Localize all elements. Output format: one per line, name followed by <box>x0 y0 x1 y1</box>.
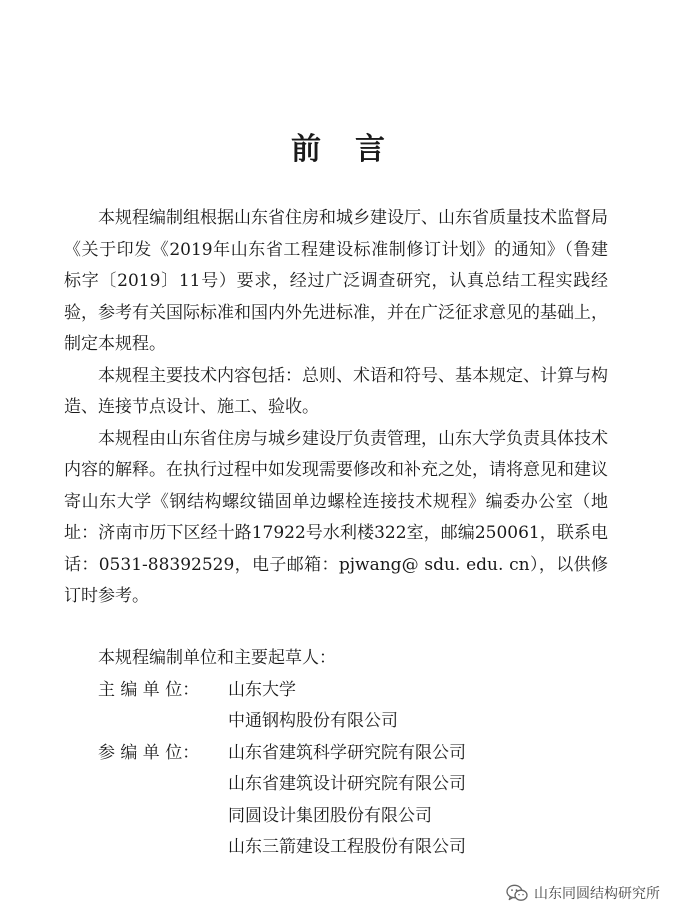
drafters-heading: 本规程编制单位和主要起草人： <box>98 648 336 668</box>
participating-editor-row <box>64 738 624 864</box>
chief-editor-row <box>64 675 624 738</box>
unit-name: 山东省建筑设计研究院有限公司 <box>228 774 466 794</box>
unit-name: 山东省建筑科学研究院有限公司 <box>228 742 466 763</box>
paragraph-main-contents: 本规程主要技术内容包括：总则、术语和符号、基本规定、计算与构造、连接节点设计、施工、验收。 <box>64 365 608 417</box>
drafters-section <box>64 643 624 864</box>
wechat-icon <box>506 884 528 902</box>
footer-brand-name: 山东同圆结构研究所 <box>534 886 660 902</box>
paragraph-compilation-basis: 本规程编制组根据山东省住房和城乡建设厅、山东省质量技术监督局《关于印发《2019年山东省工程建设标准制修订计划》的通知》（鲁建标字〔2019〕11号）要求，经过广泛调查研究，认真总结工程实践经验，参考有关国际标准和国内外先进标准，并在广泛征求意见的基础上，制定本规程。 <box>64 208 608 354</box>
participating-editor-units <box>228 738 466 864</box>
footer-watermark <box>506 883 660 903</box>
chief-editor-label: 主 编 单 位： <box>98 679 200 700</box>
preface-body <box>64 203 608 613</box>
page-title: 前 言 <box>291 132 387 167</box>
unit-name: 同圆设计集团股份有限公司 <box>228 805 432 826</box>
paragraph-management-contact: 本规程由山东省住房与城乡建设厅负责管理，山东大学负责具体技术内容的解释。在执行过程中如发现需要修改和补充之处，请将意见和建议寄山东大学《钢结构螺纹锚固单边螺栓连接技术规程》编委办公室（地址：济南市历下区经十路17922号水利楼322室，邮编250061，联系电话：0531-88392529，电子邮箱：pjwang@ sdu. edu. cn），以供修订时参考。 <box>64 428 608 606</box>
unit-name: 山东三箭建设工程股份有限公司 <box>228 837 466 857</box>
unit-name: 中通钢构股份有限公司 <box>228 711 398 731</box>
chief-editor-units <box>228 675 398 738</box>
unit-name: 山东大学 <box>228 679 296 700</box>
participating-editor-label: 参 编 单 位： <box>98 742 200 763</box>
